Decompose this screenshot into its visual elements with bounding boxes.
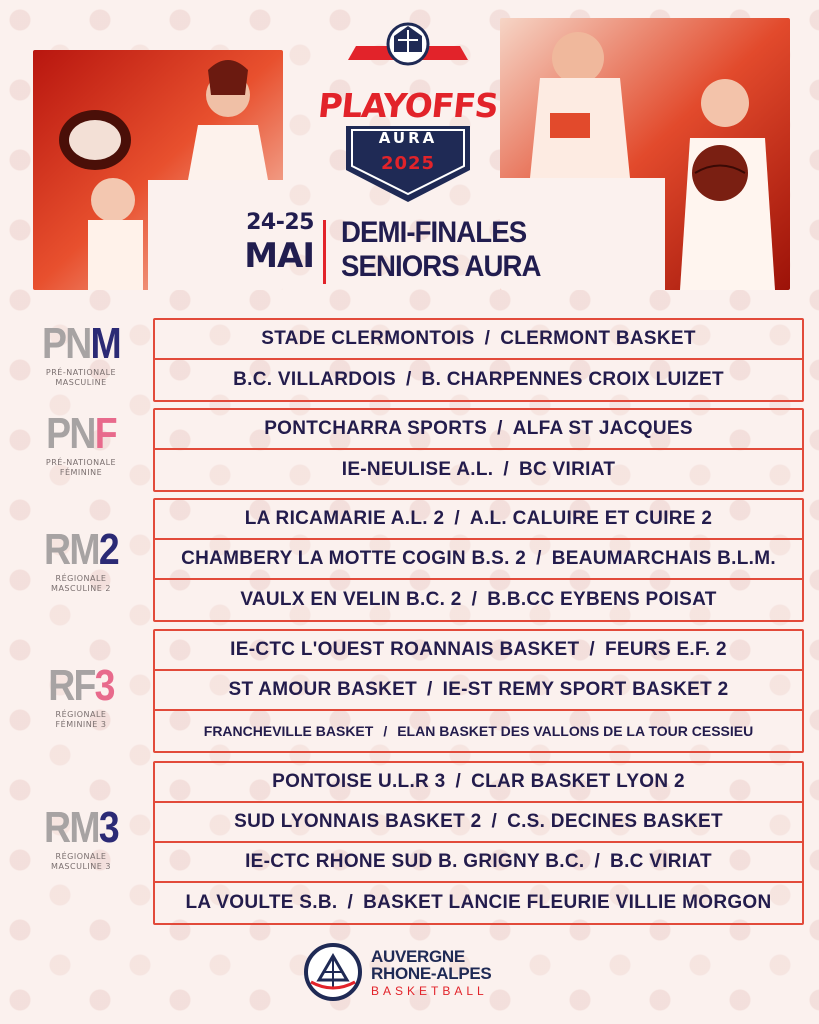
playoffs-logo xyxy=(318,22,498,204)
footer-line-1: AUVERGNE xyxy=(371,946,465,966)
match-row: IE-CTC RHONE SUD B. GRIGNY B.C. / B.C VIRIAT xyxy=(155,843,802,883)
away-team: B.C VIRIAT xyxy=(610,851,712,872)
basketball-shield-icon xyxy=(303,942,363,1002)
away-team: CLAR BASKET LYON 2 xyxy=(471,771,685,792)
home-team: IE-NEULISE A.L. xyxy=(341,459,494,480)
match-row: STADE CLERMONTOIS / CLERMONT BASKET xyxy=(155,320,802,360)
away-team: FEURS E.F. 2 xyxy=(604,639,727,660)
match-row: SUD LYONNAIS BASKET 2 / C.S. DECINES BASKET xyxy=(155,803,802,843)
match-group-rm3 xyxy=(153,761,804,925)
match-row: VAULX EN VELIN B.C. 2 / B.B.CC EYBENS POISAT xyxy=(240,589,717,610)
home-team: SUD LYONNAIS BASKET 2 xyxy=(234,811,482,832)
away-team: BEAUMARCHAIS B.L.M. xyxy=(551,548,776,569)
match-group-pnm xyxy=(153,318,804,402)
away-team: BASKET LANCIE FLEURIE VILLIE MORGON xyxy=(363,892,772,913)
away-team: C.S. DECINES BASKET xyxy=(507,811,723,832)
home-team: LA VOULTE S.B. xyxy=(185,892,338,913)
away-team: A.L. CALUIRE ET CUIRE 2 xyxy=(469,508,713,529)
match-row: IE-NEULISE A.L. / BC VIRIAT xyxy=(341,459,616,480)
away-team: BC VIRIAT xyxy=(518,459,616,480)
match-row: IE-CTC L'OUEST ROANNAIS BASKET / FEURS E.F. 2 xyxy=(155,631,802,671)
logo-subtitle: AURA xyxy=(378,129,438,147)
event-date xyxy=(234,210,314,276)
match-row: B.C. VILLARDOIS / B. CHARPENNES CROIX LUIZET xyxy=(233,369,724,390)
match-row: PONTCHARRA SPORTS / ALFA ST JACQUES xyxy=(155,410,802,450)
home-team: PONTOISE U.L.R 3 xyxy=(272,771,446,792)
division-code: PNM xyxy=(41,319,121,368)
home-team: ST AMOUR BASKET xyxy=(228,679,418,700)
division-tag-rm3 xyxy=(34,803,128,872)
match-group-rm2 xyxy=(153,498,804,622)
match-row: FRANCHEVILLE BASKET / ELAN BASKET DES VALLONS DE LA TOUR CESSIEU xyxy=(203,723,754,739)
division-name: RÉGIONALE MASCULINE 2 xyxy=(51,574,111,593)
match-row: LA RICAMARIE A.L. 2 / A.L. CALUIRE ET CUIRE 2 xyxy=(155,500,802,540)
footer-line-2: RHONE-ALPES xyxy=(371,963,492,983)
match-row: LA VOULTE S.B. / BASKET LANCIE FLEURIE VILLIE MORGON xyxy=(185,892,772,913)
division-code: RF3 xyxy=(48,661,114,710)
away-team: IE-ST REMY SPORT BASKET 2 xyxy=(442,679,729,700)
logo-year: 2025 xyxy=(380,153,436,174)
division-code: RM2 xyxy=(44,525,118,574)
match-group-rf3 xyxy=(153,629,804,753)
division-tag-pnm xyxy=(34,319,128,388)
division-code: RM3 xyxy=(44,803,118,852)
away-team: CLERMONT BASKET xyxy=(500,328,696,349)
home-team: CHAMBERY LA MOTTE COGIN B.S. 2 xyxy=(181,548,527,569)
home-team: LA RICAMARIE A.L. 2 xyxy=(244,508,445,529)
home-team: STADE CLERMONTOIS xyxy=(261,328,475,349)
home-team: PONTCHARRA SPORTS xyxy=(264,418,488,439)
page-heading xyxy=(341,216,541,284)
division-tag-pnf xyxy=(34,409,128,478)
division-code: PNF xyxy=(46,409,116,458)
heading-line-1: DEMI-FINALES xyxy=(341,216,527,249)
home-team: B.C. VILLARDOIS xyxy=(233,369,396,390)
division-name: RÉGIONALE MASCULINE 3 xyxy=(51,852,111,871)
home-team: IE-CTC L'OUEST ROANNAIS BASKET xyxy=(230,639,580,660)
home-team: IE-CTC RHONE SUD B. GRIGNY B.C. xyxy=(245,851,585,872)
league-logo xyxy=(303,940,491,1004)
division-name: PRÉ-NATIONALE MASCULINE xyxy=(45,368,117,387)
division-name: RÉGIONALE FÉMININE 3 xyxy=(55,710,107,729)
match-row: CHAMBERY LA MOTTE COGIN B.S. 2 / BEAUMARCHAIS B.L.M. xyxy=(155,540,802,580)
away-team: ELAN BASKET DES VALLONS DE LA TOUR CESSIEU xyxy=(397,723,754,739)
division-name: PRÉ-NATIONALE FÉMININE xyxy=(45,458,117,477)
away-team: ALFA ST JACQUES xyxy=(512,418,693,439)
logo-title: PLAYOFFS xyxy=(316,86,500,125)
match-row: ST AMOUR BASKET / IE-ST REMY SPORT BASKET 2 xyxy=(155,671,802,711)
away-team: B. CHARPENNES CROIX LUIZET xyxy=(421,369,724,390)
player-photo-collage-right xyxy=(500,18,790,290)
event-month: MAI xyxy=(244,236,314,276)
date-divider xyxy=(323,220,326,284)
division-tag-rm2 xyxy=(34,525,128,594)
event-days: 24-25 xyxy=(246,210,314,235)
home-team: FRANCHEVILLE BASKET xyxy=(203,723,374,739)
match-row: PONTOISE U.L.R 3 / CLAR BASKET LYON 2 xyxy=(155,763,802,803)
home-team: VAULX EN VELIN B.C. 2 xyxy=(240,589,462,610)
match-group-pnf xyxy=(153,408,804,492)
away-team: B.B.CC EYBENS POISAT xyxy=(487,589,717,610)
heading-line-2: SENIORS AURA xyxy=(341,250,541,283)
footer-line-3: BASKETBALL xyxy=(371,983,488,998)
division-tag-rf3 xyxy=(34,661,128,730)
